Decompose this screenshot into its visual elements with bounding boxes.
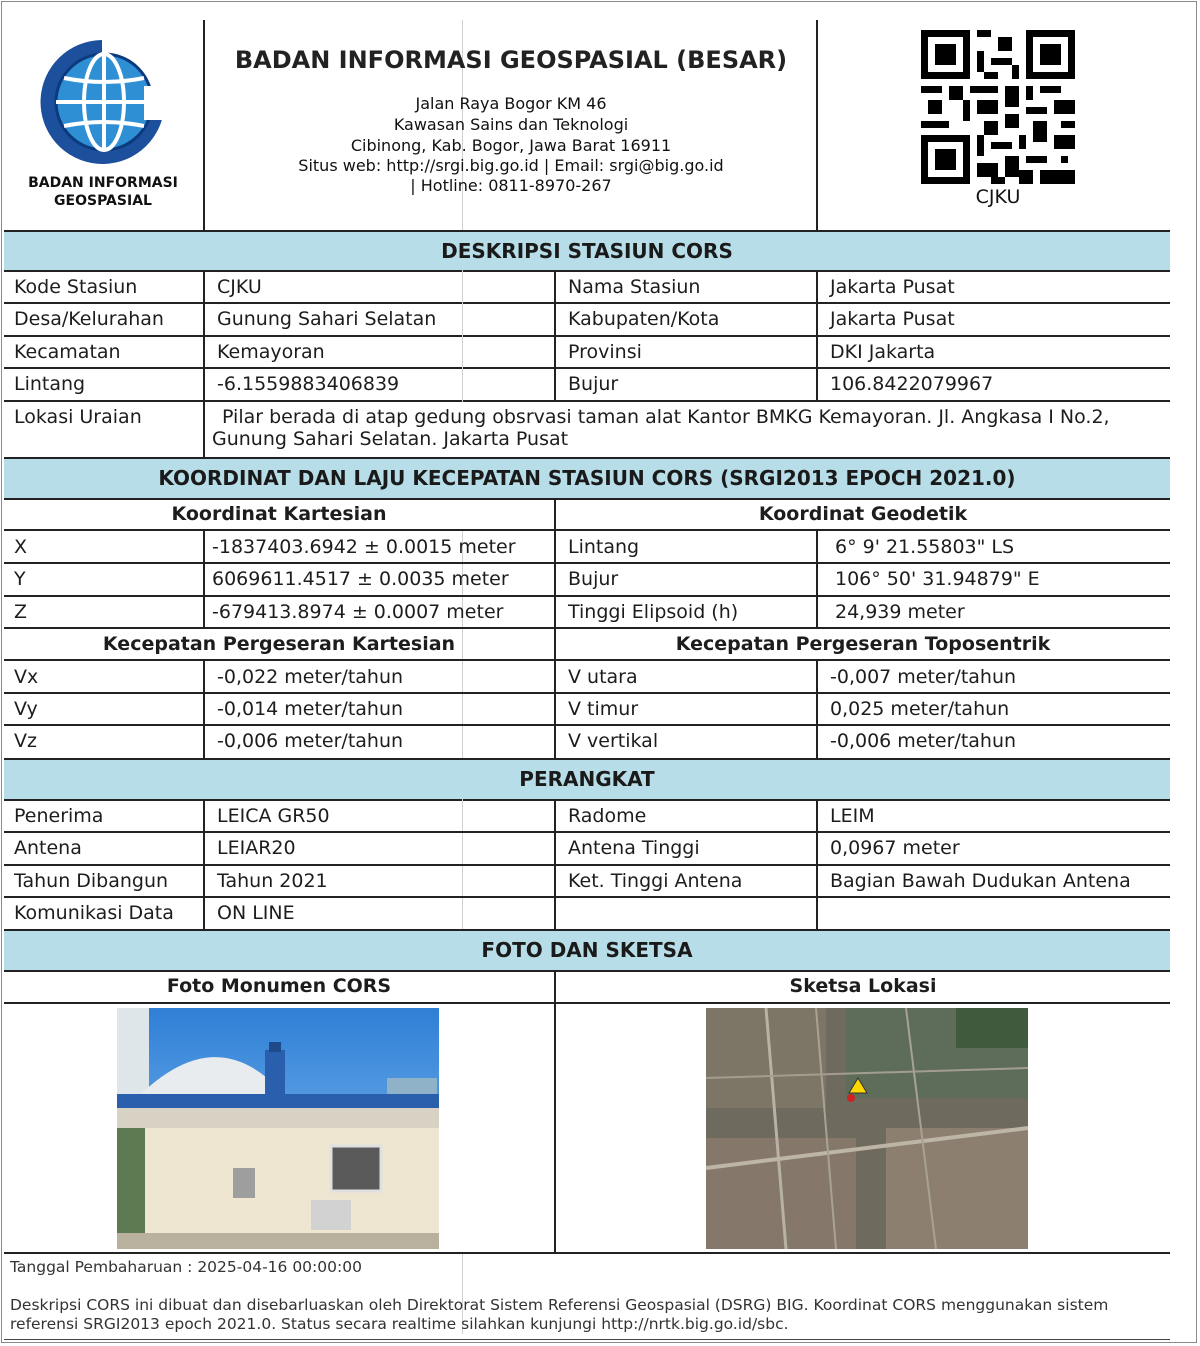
row-divider [4,302,1170,304]
row-divider [4,1002,1170,1004]
row-divider [4,367,1170,369]
kecepatan-kartesian-title: Kecepatan Pergeseran Kartesian [102,633,456,655]
row-divider [4,562,1170,564]
value-vx: -0,022 meter/tahun [217,666,404,688]
label-geo-lintang: Lintang [568,536,640,558]
section-deskripsi-header: DESKRIPSI STASIUN CORS [4,230,1170,272]
value-antena: LEIAR20 [217,837,296,859]
value-bujur: 106.8422079967 [830,373,994,395]
label-v-timur: V timur [568,698,639,720]
label-desa: Desa/Kelurahan [14,308,164,330]
qr-label: CJKU [975,186,1021,208]
row-divider [4,831,1170,833]
value-nama-stasiun: Jakarta Pusat [830,276,955,298]
koordinat-geodetik-title: Koordinat Geodetik [758,503,968,525]
update-date: Tanggal Pembaharuan : 2025-04-16 00:00:00 [10,1258,362,1276]
label-penerima: Penerima [14,805,104,827]
row-divider [4,896,1170,898]
label-v-utara: V utara [568,666,638,688]
row-divider [4,692,1170,694]
label-kode-stasiun: Kode Stasiun [14,276,138,298]
value-v-timur: 0,025 meter/tahun [830,698,1010,720]
location-sketch-map [706,1008,1028,1249]
contact-line: Situs web: http://srgi.big.go.id | Email: srgi@big.go.id [298,156,724,175]
scan-fold-line [462,270,463,402]
col-divider [203,270,205,458]
label-ket-tinggi-antena: Ket. Tinggi Antena [568,870,743,892]
value-kode-stasiun: CJKU [217,276,262,298]
label-nama-stasiun: Nama Stasiun [568,276,701,298]
label-vz: Vz [14,730,37,752]
col-divider [816,530,818,629]
col-divider [554,270,556,402]
label-tinggi-elipsoid: Tinggi Elipsoid (h) [568,601,739,623]
value-kecamatan: Kemayoran [217,341,325,363]
label-lokasi-uraian: Lokasi Uraian [14,406,142,428]
label-z: Z [14,601,28,623]
label-komunikasi-data: Komunikasi Data [14,902,174,924]
row-divider [4,864,1170,866]
label-y: Y [14,568,26,590]
value-lokasi-uraian-cont: Gunung Sahari Selatan. Jakarta Pusat [212,428,569,450]
col-divider [203,660,205,760]
row-divider [4,335,1170,337]
value-komunikasi-data: ON LINE [217,902,295,924]
value-provinsi: DKI Jakarta [830,341,936,363]
value-vy: -0,014 meter/tahun [217,698,404,720]
value-antena-tinggi: 0,0967 meter [830,837,960,859]
hotline-line: | Hotline: 0811-8970-267 [410,176,612,195]
value-vz: -0,006 meter/tahun [217,730,404,752]
agency-title: BADAN INFORMASI GEOSPASIAL (BESAR) [234,46,788,74]
label-x: X [14,536,28,558]
row-divider [4,1252,1170,1254]
section-foto-header: FOTO DAN SKETSA [4,929,1170,972]
label-kecamatan: Kecamatan [14,341,121,363]
monument-photo [117,1008,439,1249]
address-line: Cibinong, Kab. Bogor, Jawa Barat 16911 [350,136,672,155]
label-bujur: Bujur [568,373,619,395]
value-lintang: -6.1559883406839 [217,373,400,395]
col-divider [554,970,556,1254]
qr-code-icon [921,30,1075,184]
label-geo-bujur: Bujur [568,568,619,590]
row-divider [4,659,1170,661]
value-lokasi-uraian: Pilar berada di atap gedung obsrvasi taman alat Kantor BMKG Kemayoran. Jl. Angkasa I No.2, [222,406,1110,428]
sketsa-lokasi-title: Sketsa Lokasi [789,975,937,997]
row-divider [4,400,1170,402]
value-v-utara: -0,007 meter/tahun [830,666,1017,688]
value-radome: LEIM [830,805,875,827]
row-divider [4,627,1170,629]
big-logo-icon [36,36,168,166]
value-y: 6069611.4517 ± 0.0035 meter [212,568,509,590]
address-line: Kawasan Sains dan Teknologi [393,115,629,134]
section-perangkat-header: PERANGKAT [4,758,1170,801]
address-line: Jalan Raya Bogor KM 46 [415,94,607,113]
label-antena-tinggi: Antena Tinggi [568,837,700,859]
logo-text-line2: GEOSPASIAL [54,193,152,209]
value-ket-tinggi-antena: Bagian Bawah Dudukan Antena [830,870,1131,892]
label-vy: Vy [14,698,38,720]
footer-note-cont: referensi SRGI2013 epoch 2021.0. Status secara realtime silahkan kunjungi http://nrtk.big.go.id/sbc. [10,1315,789,1333]
label-lintang: Lintang [14,373,86,395]
label-kabupaten: Kabupaten/Kota [568,308,720,330]
label-provinsi: Provinsi [568,341,642,363]
value-v-vertikal: -0,006 meter/tahun [830,730,1017,752]
label-antena: Antena [14,837,82,859]
value-penerima: LEICA GR50 [217,805,330,827]
col-divider [816,270,818,402]
koordinat-kartesian-title: Koordinat Kartesian [171,503,387,525]
label-vx: Vx [14,666,39,688]
label-tahun-dibangun: Tahun Dibangun [14,870,169,892]
value-geo-bujur: 106° 50' 31.94879" E [835,568,1040,590]
section-koordinat-header: KOORDINAT DAN LAJU KECEPATAN STASIUN CORS (SRGI2013 EPOCH 2021.0) [4,457,1170,500]
value-geo-lintang: 6° 9' 21.55803" LS [835,536,1015,558]
label-radome: Radome [568,805,647,827]
bottom-rule [4,1339,1170,1340]
value-desa: Gunung Sahari Selatan [217,308,437,330]
logo-text-line1: BADAN INFORMASI [28,175,178,191]
value-tinggi-elipsoid: 24,939 meter [835,601,965,623]
row-divider [4,595,1170,597]
foto-monumen-title: Foto Monumen CORS [166,975,392,997]
header-divider-left [203,20,205,230]
value-kabupaten: Jakarta Pusat [830,308,955,330]
kecepatan-toposentrik-title: Kecepatan Pergeseran Toposentrik [675,633,1051,655]
col-divider [554,498,556,760]
value-x: -1837403.6942 ± 0.0015 meter [212,536,516,558]
value-z: -679413.8974 ± 0.0007 meter [212,601,504,623]
col-divider [203,530,205,629]
row-divider [4,724,1170,726]
footer-note: Deskripsi CORS ini dibuat dan disebarluaskan oleh Direktorat Sistem Referensi Geospasial (DSRG) BIG. Koordinat CORS menggunakan sistem [10,1296,1109,1314]
label-v-vertikal: V vertikal [568,730,659,752]
row-divider [4,529,1170,531]
col-divider [816,660,818,760]
header-divider-right [816,20,818,230]
value-tahun-dibangun: Tahun 2021 [217,870,328,892]
